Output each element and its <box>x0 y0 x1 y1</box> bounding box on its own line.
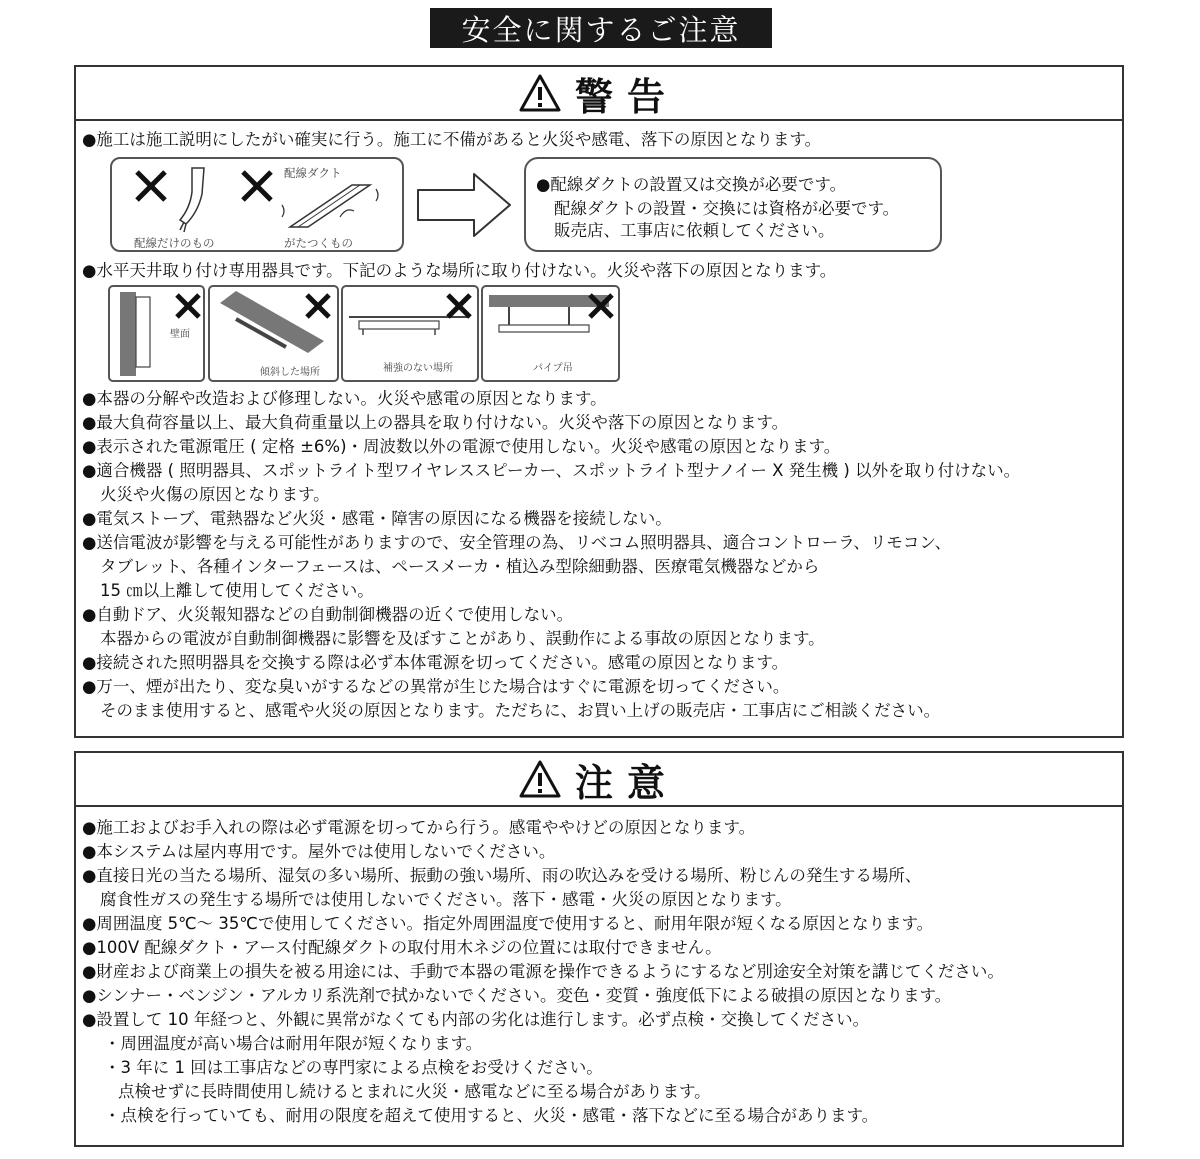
warning-item: ●送信電波が影響を与える可能性がありますので、安全管理の為、リベコム照明器具、適合コントローラ、リモコン、 <box>82 533 952 552</box>
caution-subitem: ・3 年に 1 回は工事店などの専門家による点検をお受けください。 <box>104 1058 603 1077</box>
caution-subitem: ・点検を行っていても、耐用の限度を超えて使用すると、火災・感電・落下などに至る場合があります。 <box>104 1106 879 1125</box>
warning-item: ●表示された電源電圧 ( 定格 ±6%)・周波数以外の電源で使用しない。火災や感電の原因となります。 <box>82 437 841 456</box>
duct-label: 配線ダクト <box>284 166 342 180</box>
duct-notice-line: ●配線ダクトの設置又は交換が必要です。 <box>536 175 847 194</box>
warning-item: ●電気ストーブ、電熱器など火災・感電・障害の原因になる機器を接続しない。 <box>82 509 672 528</box>
duct-notice-line: 配線ダクトの設置・交換には資格が必要です。 <box>554 199 900 218</box>
caution-item: ●シンナー・ベンジン・アルカリ系洗剤で拭かないでください。変色・変質・強度低下による破損の原因となります。 <box>82 986 952 1005</box>
warning-item: ●自動ドア、火災報知器などの自動制御機器の近くで使用しない。 <box>82 605 574 624</box>
slope-label: 傾斜した場所 <box>260 367 320 378</box>
warning-item: 火災や火傷の原因となります。 <box>100 485 330 504</box>
caution-subitem: 点検せずに長時間使用し続けるとまれに火災・感電などに至る場合があります。 <box>118 1082 711 1101</box>
warning-item: ●接続された照明器具を交換する際は必ず本体電源を切ってください。感電の原因となります。 <box>82 653 789 672</box>
wall-label: 壁面 <box>170 329 190 340</box>
caution-item: ●周囲温度 5℃～ 35℃で使用してください。指定外周囲温度で使用すると、耐用年限が短くなる原因となります。 <box>82 914 934 933</box>
warning-text-list <box>76 67 1122 736</box>
caution-item: ●直接日光の当たる場所、湿気の多い場所、振動の強い場所、雨の吹込みを受ける場所、粉じんの発生する場所、 <box>82 866 922 885</box>
page-title: 安全に関するご注意 <box>430 8 772 48</box>
warning-triangle-icon <box>519 760 561 798</box>
caution-section <box>74 751 1124 1147</box>
warning-item: そのまま使用すると、感電や火災の原因となります。ただちに、お買い上げの販売店・工事店にご相談ください。 <box>100 701 941 720</box>
warning-item: ●施工は施工説明にしたがい確実に行う。施工に不備があると火災や感電、落下の原因となります。 <box>82 130 822 149</box>
pipe-hang-label: パイプ吊 <box>533 363 573 374</box>
caution-item: ●施工およびお手入れの際は必ず電源を切ってから行う。感電ややけどの原因となります。 <box>82 818 756 837</box>
caution-item: ●設置して 10 年経つと、外観に異常がなくても内部の劣化は進行します。必ず点検・交換してください。 <box>82 1010 870 1029</box>
caution-item: ●財産および商業上の損失を被る用途には、手動で本器の電源を操作できるようにするなど別途安全対策を講じてください。 <box>82 962 1004 981</box>
warning-item: ●本器の分解や改造および修理しない。火災や感電の原因となります。 <box>82 389 607 408</box>
warning-item: 15 ㎝以上離して使用してください。 <box>100 581 374 600</box>
caution-item: ●100V 配線ダクト・アース付配線ダクトの取付用木ネジの位置には取付できません。 <box>82 938 722 957</box>
warning-item: タブレット、各種インターフェースは、ペースメーカ・植込み型除細動器、医療電気機器などから <box>100 557 820 576</box>
caution-item: ●本システムは屋内専用です。屋外では使用しないでください。 <box>82 842 556 861</box>
warning-item: ●万一、煙が出たり、変な臭いがするなどの異常が生じた場合はすぐに電源を切ってください。 <box>82 677 790 696</box>
warning-heading: 警告 <box>574 74 679 119</box>
warning-item: ●水平天井取り付け専用器具です。下記のような場所に取り付けない。火災や落下の原因となります。 <box>82 261 837 280</box>
loose-label: がたつくもの <box>284 236 353 250</box>
warning-item: ●適合機器 ( 照明器具、スポットライト型ワイヤレススピーカー、スポットライト型ナノイー X 発生機 ) 以外を取り付けない。 <box>82 461 1021 480</box>
caution-item: 腐食性ガスの発生する場所では使用しないでください。落下・感電・火災の原因となります。 <box>100 890 792 909</box>
caution-heading: 注意 <box>574 760 679 805</box>
caution-header <box>76 753 1122 807</box>
wire-only-label: 配線だけのもの <box>134 236 215 250</box>
duct-notice-line: 販売店、工事店に依頼してください。 <box>554 221 835 240</box>
warning-item: 本器からの電波が自動制御機器に影響を及ぼすことがあり、誤動作による事故の原因となります。 <box>100 629 825 648</box>
warning-item: ●最大負荷容量以上、最大負荷重量以上の器具を取り付けない。火災や落下の原因となります。 <box>82 413 789 432</box>
unreinforced-label: 補強のない場所 <box>383 363 453 374</box>
caution-subitem: ・周囲温度が高い場合は耐用年限が短くなります。 <box>104 1034 483 1053</box>
